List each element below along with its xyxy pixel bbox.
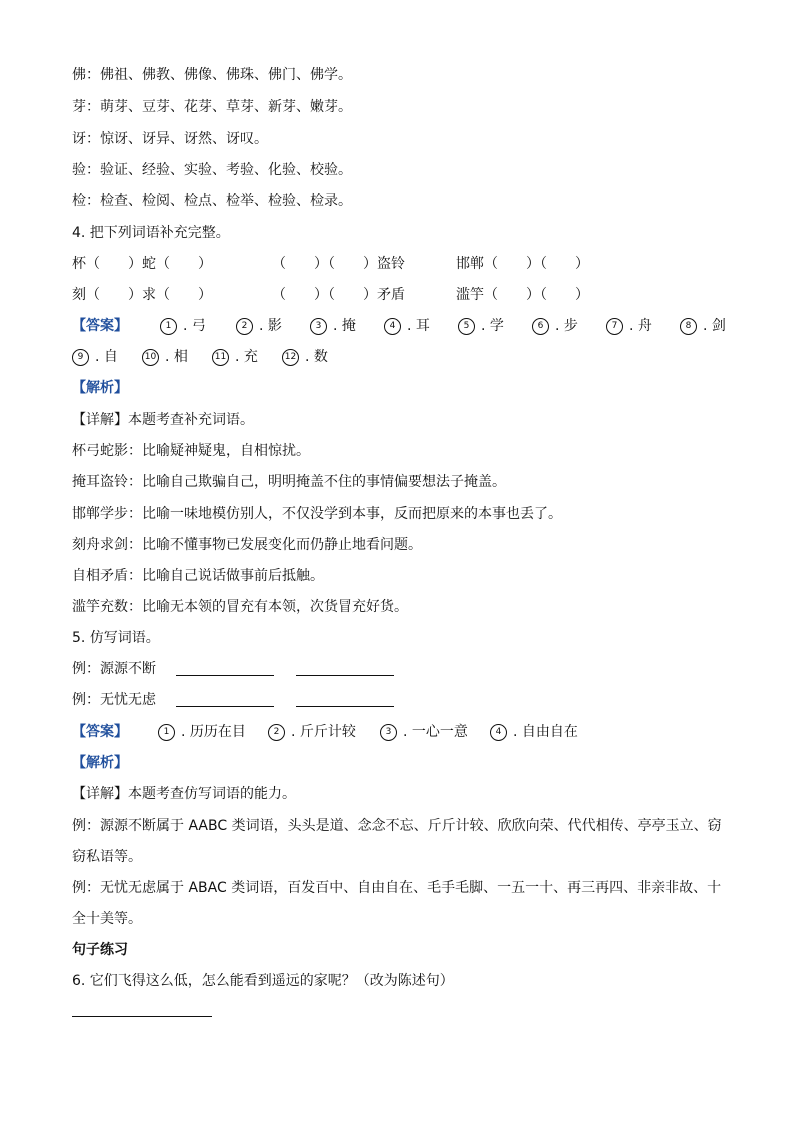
q4-answer-12: 12 . 数	[282, 346, 328, 368]
q5-analysis-line-2: 例：源源不断属于 AABC 类词语，头头是道、念念不忘、斤斤计较、欣欣向荣、代代相传、亭亭玉立、窃	[72, 818, 722, 834]
q4-analysis-line-4: 邯郸学步：比喻一味地模仿别人，不仅没学到本事，反而把原来的本事也丢了。	[72, 506, 562, 522]
section-title: 句子练习	[72, 942, 128, 958]
question-4-title: 4. 把下列词语补充完整。	[72, 225, 230, 241]
q4-answer-9: 9 . 自	[72, 346, 118, 368]
question-5-title: 5. 仿写词语。	[72, 630, 160, 646]
q5-example-1: 例：源源不断	[72, 658, 394, 680]
q5-analysis-line-3: 窃私语等。	[72, 849, 142, 865]
q5-example-2: 例：无忧无虑	[72, 689, 394, 711]
vocab-line-fo: 佛：佛祖、佛教、佛像、佛珠、佛门、佛学。	[72, 67, 352, 83]
q6-answer-line	[72, 1016, 212, 1017]
q5-analysis-line-1: 【详解】本题考查仿写词语的能力。	[72, 786, 296, 802]
q5-analysis-line-5: 全十美等。	[72, 911, 142, 927]
vocab-line-yan: 验：验证、经验、实验、考验、化验、校验。	[72, 162, 352, 178]
q5-answer-3: 3 . 一心一意	[380, 721, 468, 743]
analysis-label: 【解析】	[72, 380, 128, 396]
q5-answer-1: 1 . 历历在目	[158, 721, 246, 743]
q5-analysis-label: 【解析】	[72, 755, 128, 771]
q4-analysis-line-7: 滥竽充数：比喻无本领的冒充有本领，次货冒充好货。	[72, 599, 408, 615]
question-6-title: 6. 它们飞得这么低，怎么能看到遥远的家呢？（改为陈述句）	[72, 973, 454, 989]
q4-answer-4: 4 . 耳	[384, 315, 430, 337]
q4-analysis-line-5: 刻舟求剑：比喻不懂事物已发展变化而仍静止地看问题。	[72, 537, 422, 553]
q4-blank-6: 滥竽（ ）（ ）	[456, 287, 589, 303]
q5-answer-2: 2 . 斤斤计较	[268, 721, 356, 743]
vocab-line-jian: 检：检查、检阅、检点、检举、检验、检录。	[72, 193, 352, 209]
vocab-line-yar: 讶：惊讶、讶异、讶然、讶叹。	[72, 131, 268, 147]
q4-blank-5: （ ）（ ）矛盾	[272, 287, 405, 303]
q4-blank-2: （ ）（ ）盗铃	[272, 256, 405, 272]
q4-analysis-line-1: 【详解】本题考查补充词语。	[72, 412, 254, 428]
q4-blank-1: 杯（ ）蛇（ ）	[72, 256, 212, 272]
q4-analysis-line-2: 杯弓蛇影：比喻疑神疑鬼，自相惊扰。	[72, 443, 310, 459]
q4-answer-3: 3 . 掩	[310, 315, 356, 337]
q4-answer-7: 7 . 舟	[606, 315, 652, 337]
q4-answer-1: 1 . 弓	[160, 315, 206, 337]
q4-answer-11: 11 . 充	[212, 346, 258, 368]
q5-answer-4: 4 . 自由自在	[490, 721, 578, 743]
q5-analysis-line-4: 例：无忧无虑属于 ABAC 类词语，百发百中、自由自在、毛手毛脚、一五一十、再三再四、非亲非故、十	[72, 880, 722, 896]
answer-label: 【答案】	[72, 318, 128, 334]
q5-answer-label: 【答案】	[72, 724, 128, 740]
q4-analysis-line-6: 自相矛盾：比喻自己说话做事前后抵触。	[72, 568, 324, 584]
q4-answer-8: 8 . 剑	[680, 315, 726, 337]
q4-answer-6: 6 . 步	[532, 315, 578, 337]
q4-blank-3: 邯郸（ ）（ ）	[456, 256, 589, 272]
q4-answer-5: 5 . 学	[458, 315, 504, 337]
q4-analysis-line-3: 掩耳盗铃：比喻自己欺骗自己，明明掩盖不住的事情偏要想法子掩盖。	[72, 474, 506, 490]
q4-blank-4: 刻（ ）求（ ）	[72, 287, 212, 303]
q4-answer-10: 10 . 相	[142, 346, 188, 368]
q4-answer-2: 2 . 影	[236, 315, 282, 337]
vocab-line-ya: 芽：萌芽、豆芽、花芽、草芽、新芽、嫩芽。	[72, 99, 352, 115]
